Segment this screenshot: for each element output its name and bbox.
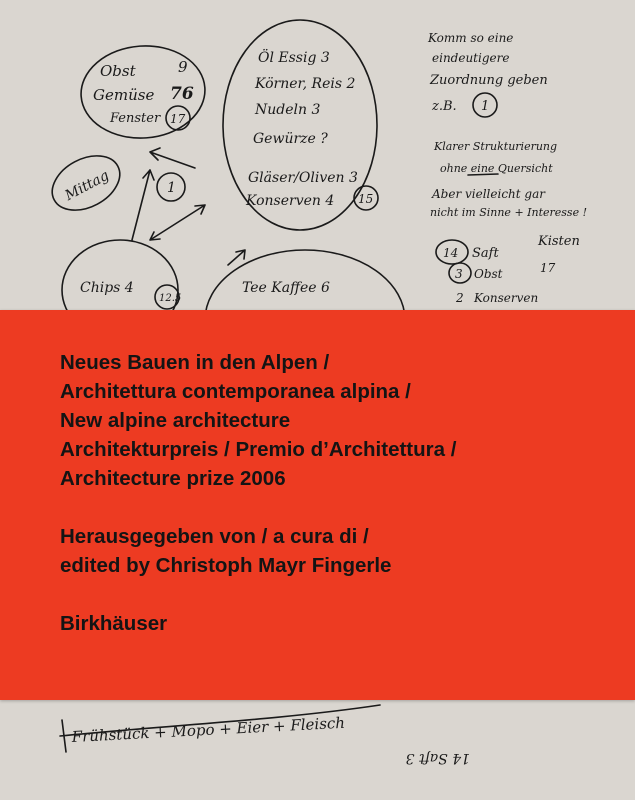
title-line-1: Neues Bauen in den Alpen / <box>60 351 330 374</box>
sketch-text-note-9: nicht im Sinne + Interesse ! <box>430 206 587 219</box>
sketch-text-footer-right: 14 Saft 3 <box>405 750 470 766</box>
sketch-text-note-7: ohne eine Quersicht <box>440 162 553 175</box>
sketch-text-glaeser: Gläser/Oliven 3 <box>248 170 358 186</box>
sketch-text-gemuese: Gemüse <box>93 86 155 104</box>
editor-line-2: edited by Christoph Mayr Fingerle <box>60 554 392 577</box>
sketch-text-obst: Obst <box>100 62 136 80</box>
sketch-text-oel: Öl Essig 3 <box>258 50 330 66</box>
sketch-text-mittag: Mittag <box>62 167 112 204</box>
title-line-2: Architettura contemporanea alpina / <box>60 380 411 403</box>
sketch-arrow-1 <box>150 148 195 168</box>
sketch-text-tee: Tee Kaffee 6 <box>242 280 330 296</box>
sketch-text-note-3: Zuordnung geben <box>430 73 548 88</box>
sketch-text-3: 3 <box>455 267 463 281</box>
sketch-text-note-1: Komm so eine <box>428 31 514 45</box>
title-line-4: Architekturpreis / Premio d’Architettura / <box>60 438 457 461</box>
sketch-text-note-5: 1 <box>481 99 490 114</box>
sketch-text-15: 15 <box>358 192 374 206</box>
sketch-text-note-8: Aber vielleicht gar <box>432 187 545 201</box>
sketch-text-kisten: Kisten <box>538 234 580 249</box>
sketch-arrow-4 <box>228 250 245 265</box>
sketch-text-konserven: Konserven 4 <box>246 193 335 209</box>
sketch-text-circle-one: 1 <box>167 180 176 196</box>
sketch-text-17: 17 <box>170 112 186 126</box>
sketch-text-gewuerze: Gewürze ? <box>253 131 328 147</box>
sketch-arrow-2 <box>132 170 154 240</box>
title-line-5: Architecture prize 2006 <box>60 467 286 490</box>
sketch-text-saft: Saft <box>472 246 499 261</box>
band-content <box>60 348 615 638</box>
sketch-text-14: 14 <box>443 246 459 260</box>
title-line-3: New alpine architecture <box>60 409 291 432</box>
sketch-text-9: 9 <box>178 58 188 76</box>
sketch-text-fenster: Fenster <box>110 111 161 126</box>
sketch-text-obst-right: Obst <box>474 267 503 281</box>
sketch-text-2: 2 <box>456 291 464 305</box>
red-title-band <box>0 310 635 700</box>
sketch-text-note-2: eindeutigere <box>432 51 510 65</box>
editor-line-1: Herausgegeben von / a cura di / <box>60 525 369 548</box>
sketch-text-76: 76 <box>170 84 194 104</box>
sketch-text-note-6: Klarer Strukturierung <box>434 140 558 153</box>
sketch-text-17-right: 17 <box>540 261 556 275</box>
sketch-text-konserven-right: Konserven <box>474 291 539 305</box>
publisher-name: Birkhäuser <box>60 612 168 635</box>
sketch-text-chips: Chips 4 <box>80 280 134 296</box>
sketch-text-koerner: Körner, Reis 2 <box>255 76 356 92</box>
sketch-text-note-4: z.B. <box>432 99 457 114</box>
sketch-arrow-3 <box>150 205 205 240</box>
sketch-text-footer: Frühstück + Mopo + Eier + Fleisch <box>71 713 346 746</box>
sketch-text-nudeln: Nudeln 3 <box>255 102 321 118</box>
sketch-text-125: 12.5 <box>159 293 182 304</box>
